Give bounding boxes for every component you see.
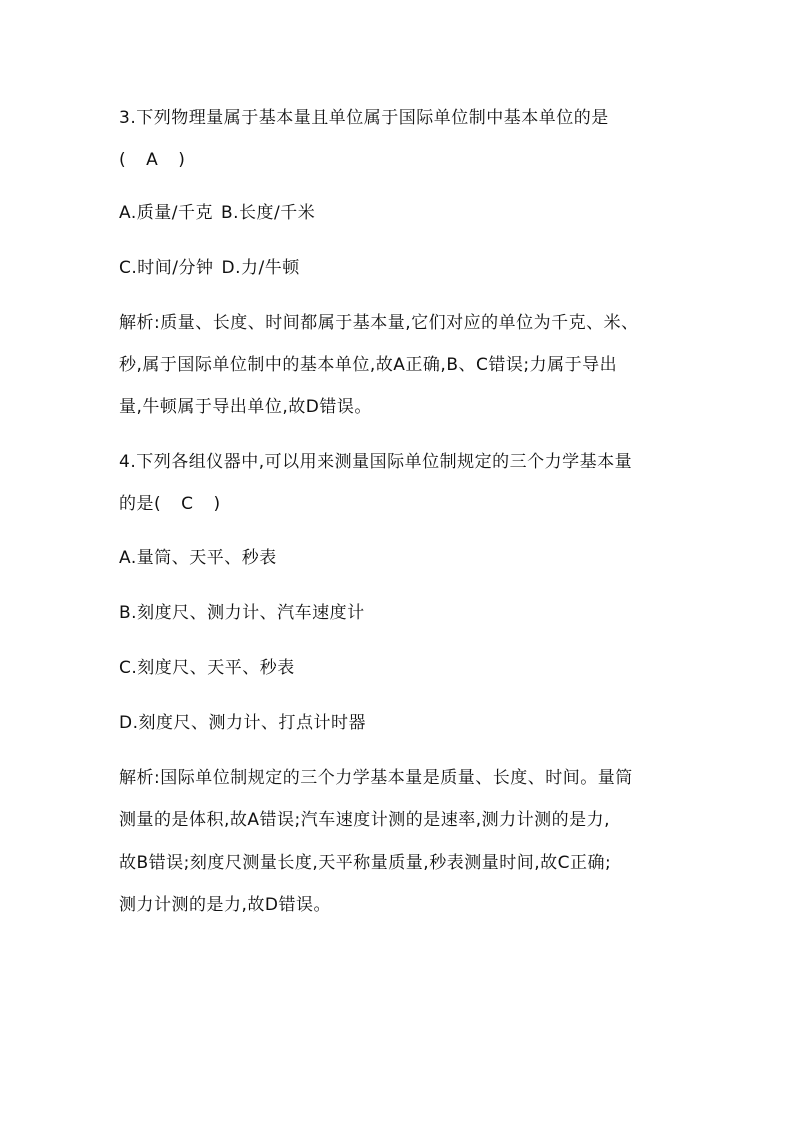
q4-option-a: A.量筒、天平、秒表 xyxy=(119,548,277,568)
q4-analysis-line3: 故B错误;刻度尺测量长度,天平称量质量,秒表测量时间,故C正确; xyxy=(119,853,612,873)
q4-stem-line1: 4.下列各组仪器中,可以用来测量国际单位制规定的三个力学基本量 xyxy=(119,452,633,472)
q3-option-c: C.时间/分钟 xyxy=(119,258,214,278)
q4-stem-prefix: 的是( xyxy=(119,494,162,514)
q3-analysis-line1: 解析:质量、长度、时间都属于基本量,它们对应的单位为千克、米、 xyxy=(119,313,639,333)
q3-analysis-line2: 秒,属于国际单位制中的基本单位,故A正确,B、C错误;力属于导出 xyxy=(119,355,618,375)
q3-options-ab xyxy=(119,203,315,223)
q4-option-c: C.刻度尺、天平、秒表 xyxy=(119,658,295,678)
q3-answer-line xyxy=(119,150,185,170)
q3-analysis-line3: 量,牛顿属于导出单位,故D错误。 xyxy=(119,397,372,417)
q4-analysis-line2: 测量的是体积,故A错误;汽车速度计测的是速率,测力计测的是力, xyxy=(119,810,611,830)
q3-answer: A xyxy=(146,150,159,170)
q3-stem-line1: 3.下列物理量属于基本量且单位属于国际单位制中基本单位的是 xyxy=(119,108,609,128)
q3-option-a: A.质量/千克 xyxy=(119,203,213,223)
q3-paren-close: ) xyxy=(178,150,186,170)
q4-option-b: B.刻度尺、测力计、汽车速度计 xyxy=(119,603,365,623)
q4-answer: C xyxy=(181,494,194,514)
q4-stem-line2 xyxy=(119,494,221,514)
q3-option-d: D.力/牛顿 xyxy=(221,258,300,278)
q4-analysis-line1: 解析:国际单位制规定的三个力学基本量是质量、长度、时间。量筒 xyxy=(119,768,633,788)
q4-analysis-line4: 测力计测的是力,故D错误。 xyxy=(119,895,331,915)
q3-paren-open: ( xyxy=(119,150,127,170)
q3-options-cd xyxy=(119,258,300,278)
q3-option-b: B.长度/千米 xyxy=(220,203,316,223)
q4-option-d: D.刻度尺、测力计、打点计时器 xyxy=(119,713,366,733)
q4-paren-close: ) xyxy=(213,494,221,514)
